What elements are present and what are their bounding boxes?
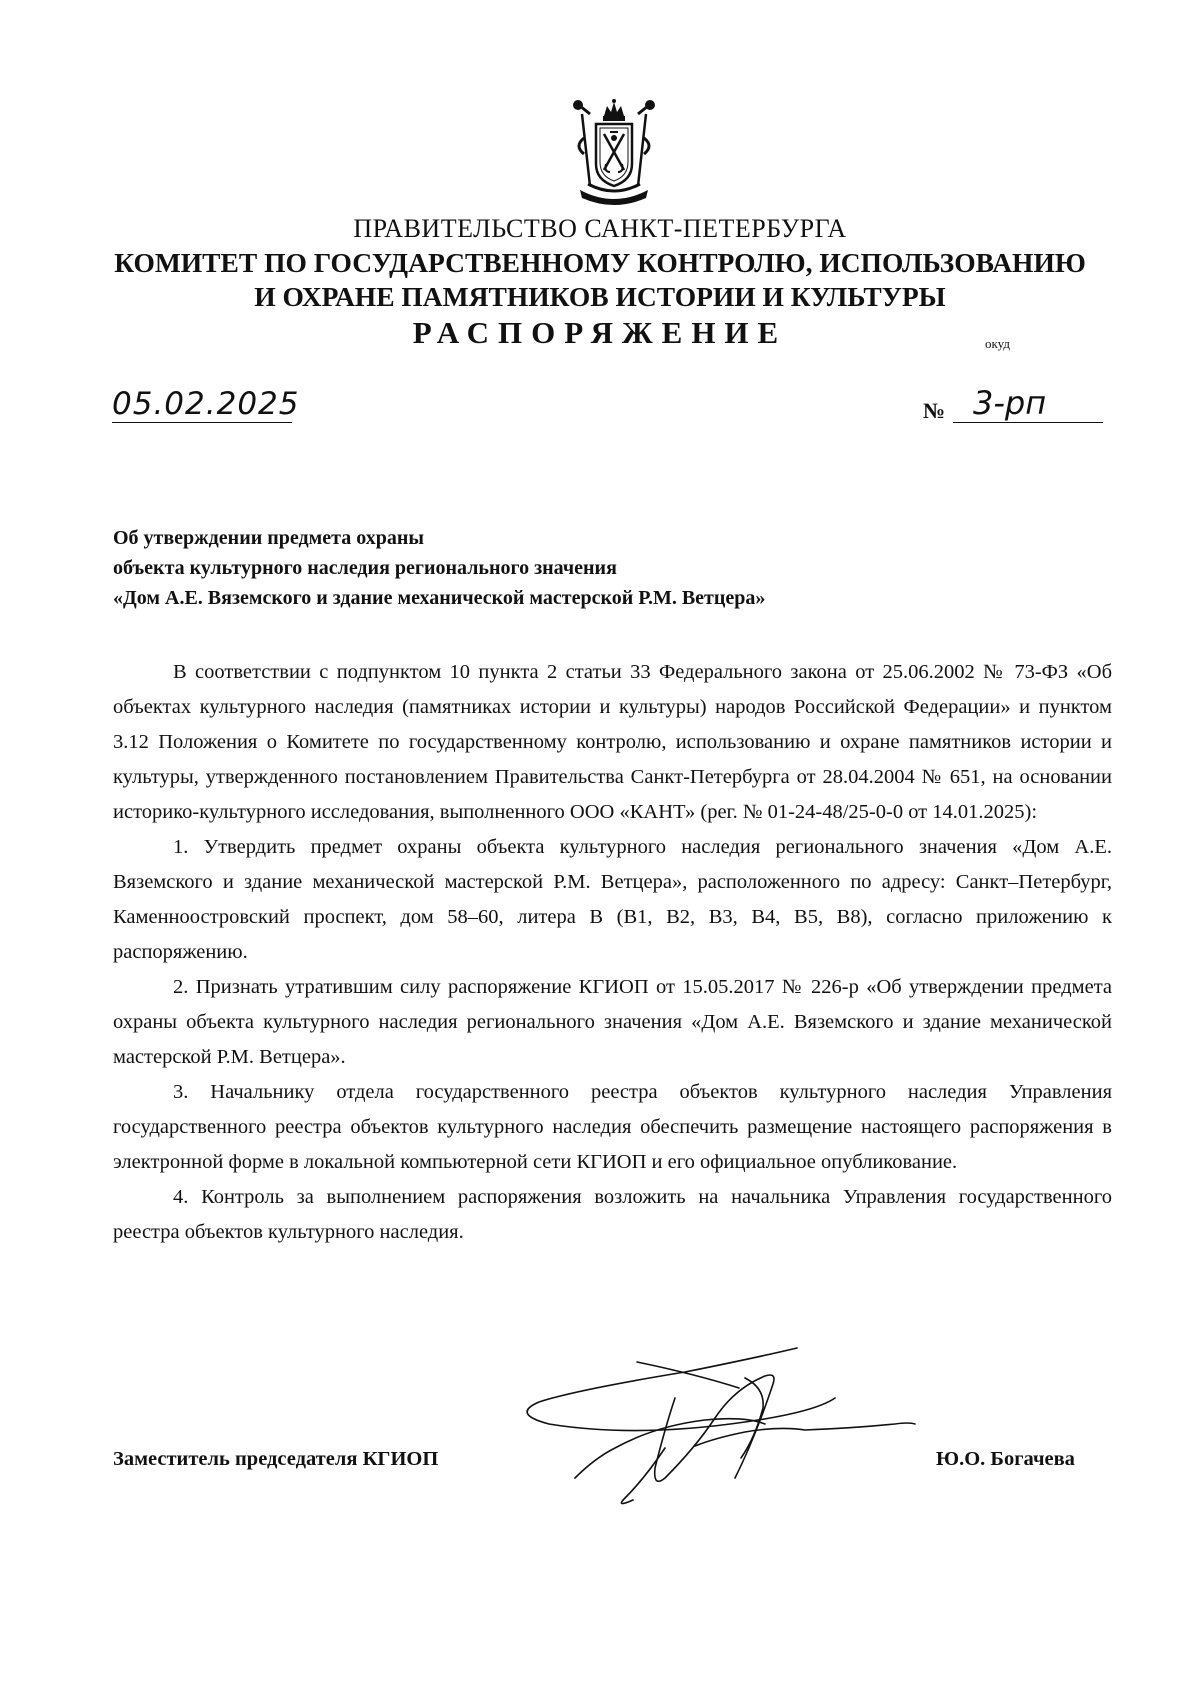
coat-of-arms-icon (560, 98, 668, 208)
number-sign: № (923, 398, 946, 423)
document-date: 05.02.2025 (112, 386, 300, 422)
subject-line3: «Дом А.Е. Вяземского и здание механической мастерской Р.М. Ветцера» (113, 587, 766, 609)
item-2-paragraph: 2. Признать утратившим силу распоряжение КГИОП от 15.05.2017 № 226-р «Об утверждении предмета охраны объекта культурного наследия регионального значения «Дом А.Е. Вяземского и здание механической мастерской Р.М. Ветцера». (113, 976, 1112, 1068)
document-body (113, 655, 1112, 1250)
signer-name: Ю.О. Богачева (936, 1448, 1075, 1470)
item-3-paragraph: 3. Начальнику отдела государственного реестра объектов культурного наследия Управления государственного реестра объектов культурного наследия обеспечить размещение настоящего распоряжения в электронной форме в локальной компьютерной сети КГИОП и его официальное опубликование. (113, 1081, 1112, 1173)
document-subject (113, 523, 765, 613)
committee-name-line2: И ОХРАНЕ ПАМЯТНИКОВ ИСТОРИИ И КУЛЬТУРЫ (254, 281, 946, 312)
document-type-title: РАСПОРЯЖЕНИЕ (412, 315, 788, 350)
document-number: 3-рп (973, 384, 1047, 422)
handwritten-signature (515, 1328, 920, 1513)
okud-label: окуд (985, 336, 1010, 351)
signer-position: Заместитель председателя КГИОП (113, 1448, 439, 1470)
number-underline (953, 422, 1103, 423)
document-date-field (112, 382, 300, 423)
item-1-paragraph: 1. Утвердить предмет охраны объекта культурного наследия регионального значения «Дом А.Е. Вяземского и здание механической мастерской Р.М. Ветцера», расположенного по адресу: Санкт–Петербург, Каменноостровский проспект, дом 58–60, литера В (В1, В2, В3, В4, В5, В8), согласно приложению к распоряжению. (113, 836, 1112, 963)
committee-name (0, 246, 1200, 314)
item-4-paragraph: 4. Контроль за выполнением распоряжения возложить на начальника Управления государственного реестра объектов культурного наследия. (113, 1186, 1112, 1243)
preamble-paragraph: В соответствии с подпунктом 10 пункта 2 статьи 33 Федерального закона от 25.06.2002 № 73-ФЗ «Об объектах культурного наследия (памятниках истории и культуры) народов Российской Федерации» и пунктом 3.12 Положения о Комитете по государственному контролю, использованию и охране памятников истории и культуры, утвержденного постановлением Правительства Санкт-Петербурга от 28.04.2004 № 651, на основании историко-культурного исследования, выполненного ООО «КАНТ» (рег. № 01-24-48/25-0-0 от 14.01.2025): (113, 661, 1112, 823)
government-name: ПРАВИТЕЛЬСТВО САНКТ-ПЕТЕРБУРГА (353, 214, 847, 243)
committee-name-line1: КОМИТЕТ ПО ГОСУДАРСТВЕННОМУ КОНТРОЛЮ, ИСПОЛЬЗОВАНИЮ (114, 247, 1086, 278)
subject-line1: Об утверждении предмета охраны (113, 527, 424, 549)
subject-line2: объекта культурного наследия регионального значения (113, 557, 617, 579)
